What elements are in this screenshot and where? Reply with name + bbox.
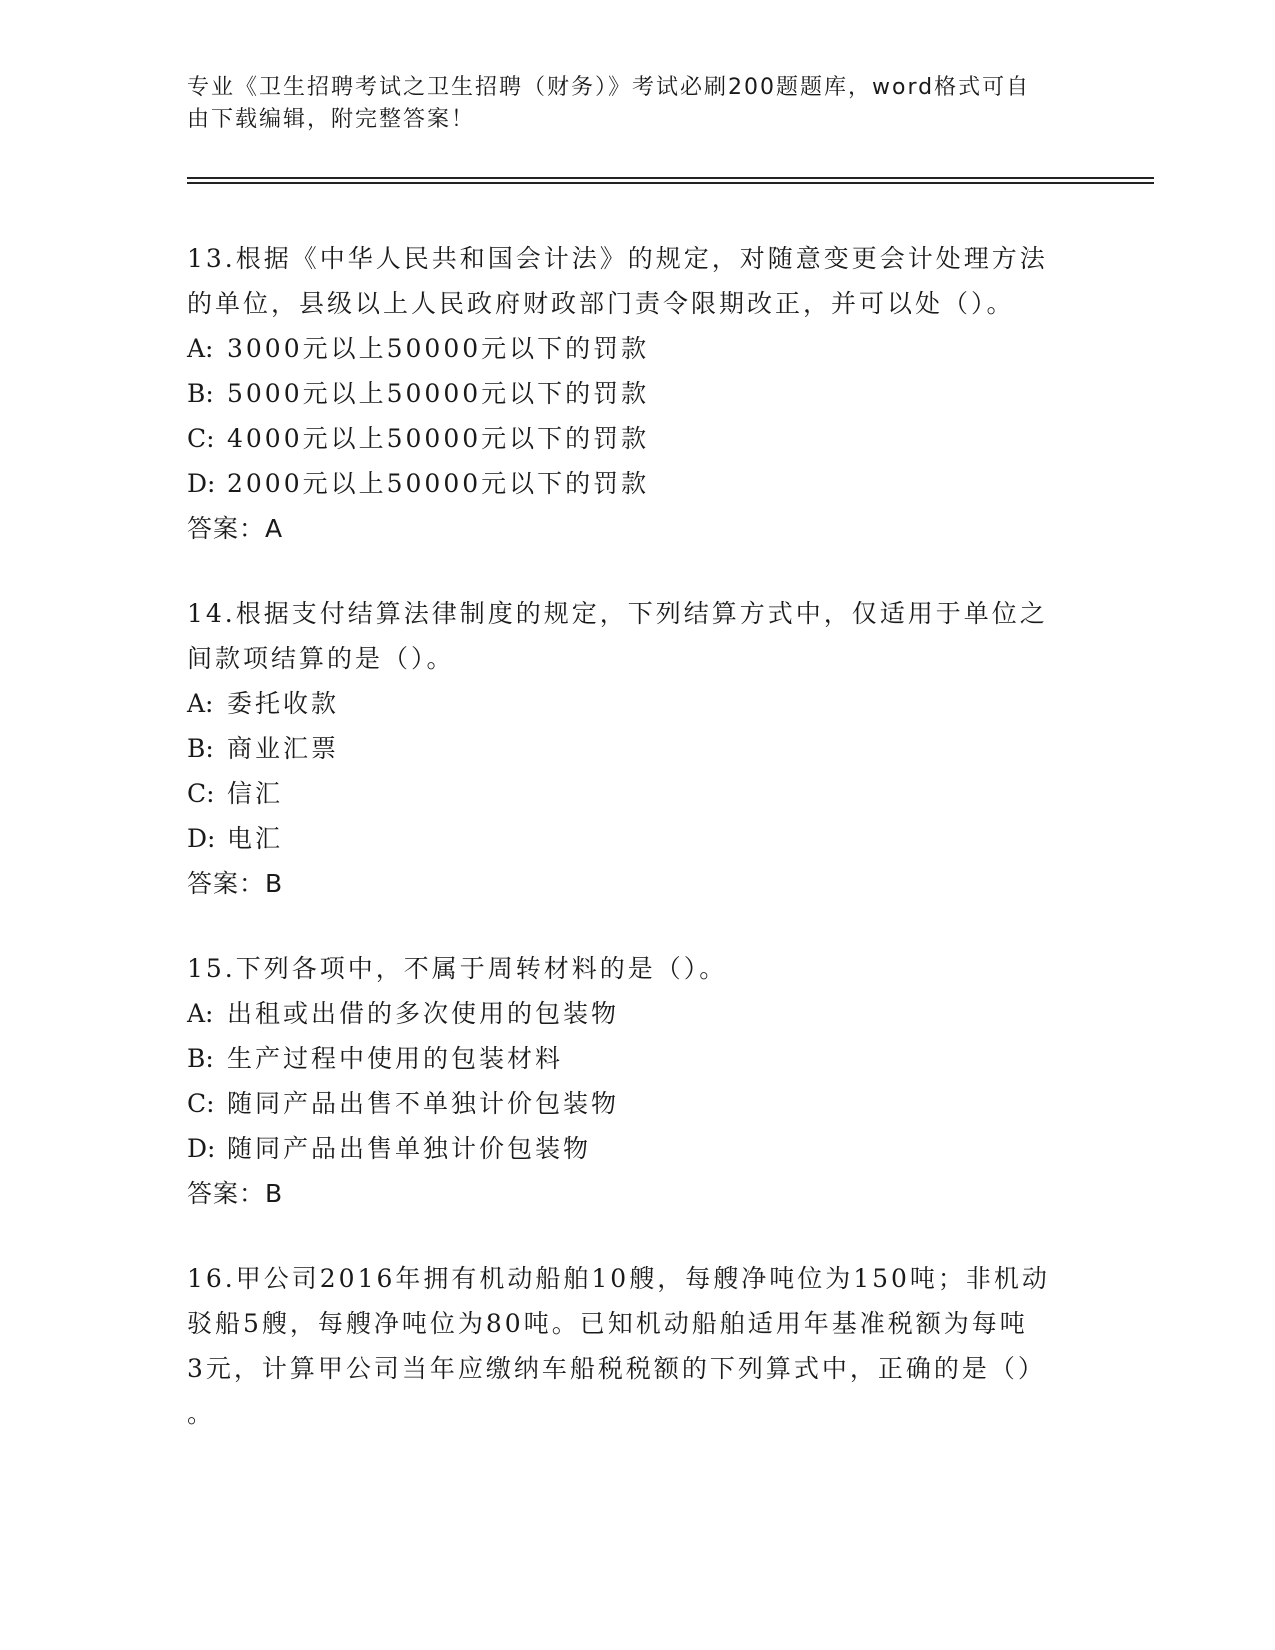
header-line-1: 专业《卫生招聘考试之卫生招聘（财务）》考试必刷200题题库，word格式可自 <box>187 75 1031 100</box>
option-letter: D: <box>187 469 216 498</box>
option-letter: B: <box>187 1044 214 1073</box>
option-b <box>187 726 1067 771</box>
question-stem <box>187 591 1067 681</box>
stem-line: 。 <box>187 1399 216 1428</box>
question-stem <box>187 236 1067 326</box>
header-line-2: 由下载编辑，附完整答案！ <box>187 107 476 132</box>
option-b <box>187 1036 1067 1081</box>
option-a <box>187 991 1067 1036</box>
option-letter: D: <box>187 1134 216 1163</box>
option-c <box>187 416 1067 461</box>
question-stem <box>187 1256 1067 1436</box>
stem-line: 的单位，县级以上人民政府财政部门责令限期改正，并可以处（）。 <box>187 289 1015 318</box>
option-a <box>187 681 1067 726</box>
option-text: 4000元以上50000元以下的罚款 <box>227 424 650 453</box>
option-letter: B: <box>187 734 214 763</box>
answer-line: 答案：B <box>187 1179 284 1208</box>
option-text: 随同产品出售不单独计价包装物 <box>227 1089 620 1118</box>
stem-line: 间款项结算的是（）。 <box>187 644 455 673</box>
option-text: 5000元以上50000元以下的罚款 <box>227 379 650 408</box>
option-c <box>187 771 1067 816</box>
option-text: 信汇 <box>227 779 284 808</box>
stem-line: 驳船5艘，每艘净吨位为80吨。已知机动船舶适用年基准税额为每吨 <box>187 1309 1028 1338</box>
option-d <box>187 816 1067 861</box>
option-c <box>187 1081 1067 1126</box>
stem-line: 15.下列各项中，不属于周转材料的是（）。 <box>187 954 728 983</box>
question-16 <box>187 1256 1067 1436</box>
option-text: 商业汇票 <box>227 734 340 763</box>
option-text: 电汇 <box>227 824 284 853</box>
option-d <box>187 461 1067 506</box>
question-stem <box>187 946 1067 991</box>
option-letter: C: <box>187 779 215 808</box>
option-letter: A: <box>187 999 214 1028</box>
document-header <box>187 72 1067 136</box>
question-14 <box>187 591 1067 906</box>
question-13 <box>187 236 1067 551</box>
answer-line: 答案：A <box>187 514 284 543</box>
option-text: 出租或出借的多次使用的包装物 <box>227 999 620 1028</box>
option-b <box>187 371 1067 416</box>
option-letter: C: <box>187 424 215 453</box>
option-d <box>187 1126 1067 1171</box>
option-letter: A: <box>187 334 214 363</box>
stem-line: 13.根据《中华人民共和国会计法》的规定，对随意变更会计处理方法 <box>187 244 1048 273</box>
header-divider-top <box>187 177 1154 179</box>
answer-line: 答案：B <box>187 869 284 898</box>
option-text: 生产过程中使用的包装材料 <box>227 1044 564 1073</box>
stem-line: 3元，计算甲公司当年应缴纳车船税税额的下列算式中，正确的是（） <box>187 1354 1046 1383</box>
option-letter: C: <box>187 1089 215 1118</box>
option-text: 随同产品出售单独计价包装物 <box>227 1134 592 1163</box>
option-a <box>187 326 1067 371</box>
stem-line: 14.根据支付结算法律制度的规定，下列结算方式中，仅适用于单位之 <box>187 599 1048 628</box>
option-letter: A: <box>187 689 214 718</box>
question-15 <box>187 946 1067 1216</box>
option-letter: B: <box>187 379 214 408</box>
header-divider-bottom <box>187 182 1154 184</box>
question-list <box>187 236 1067 1476</box>
option-letter: D: <box>187 824 216 853</box>
stem-line: 16.甲公司2016年拥有机动船舶10艘，每艘净吨位为150吨；非机动 <box>187 1264 1050 1293</box>
option-text: 委托收款 <box>227 689 340 718</box>
option-text: 2000元以上50000元以下的罚款 <box>227 469 650 498</box>
option-text: 3000元以上50000元以下的罚款 <box>227 334 650 363</box>
